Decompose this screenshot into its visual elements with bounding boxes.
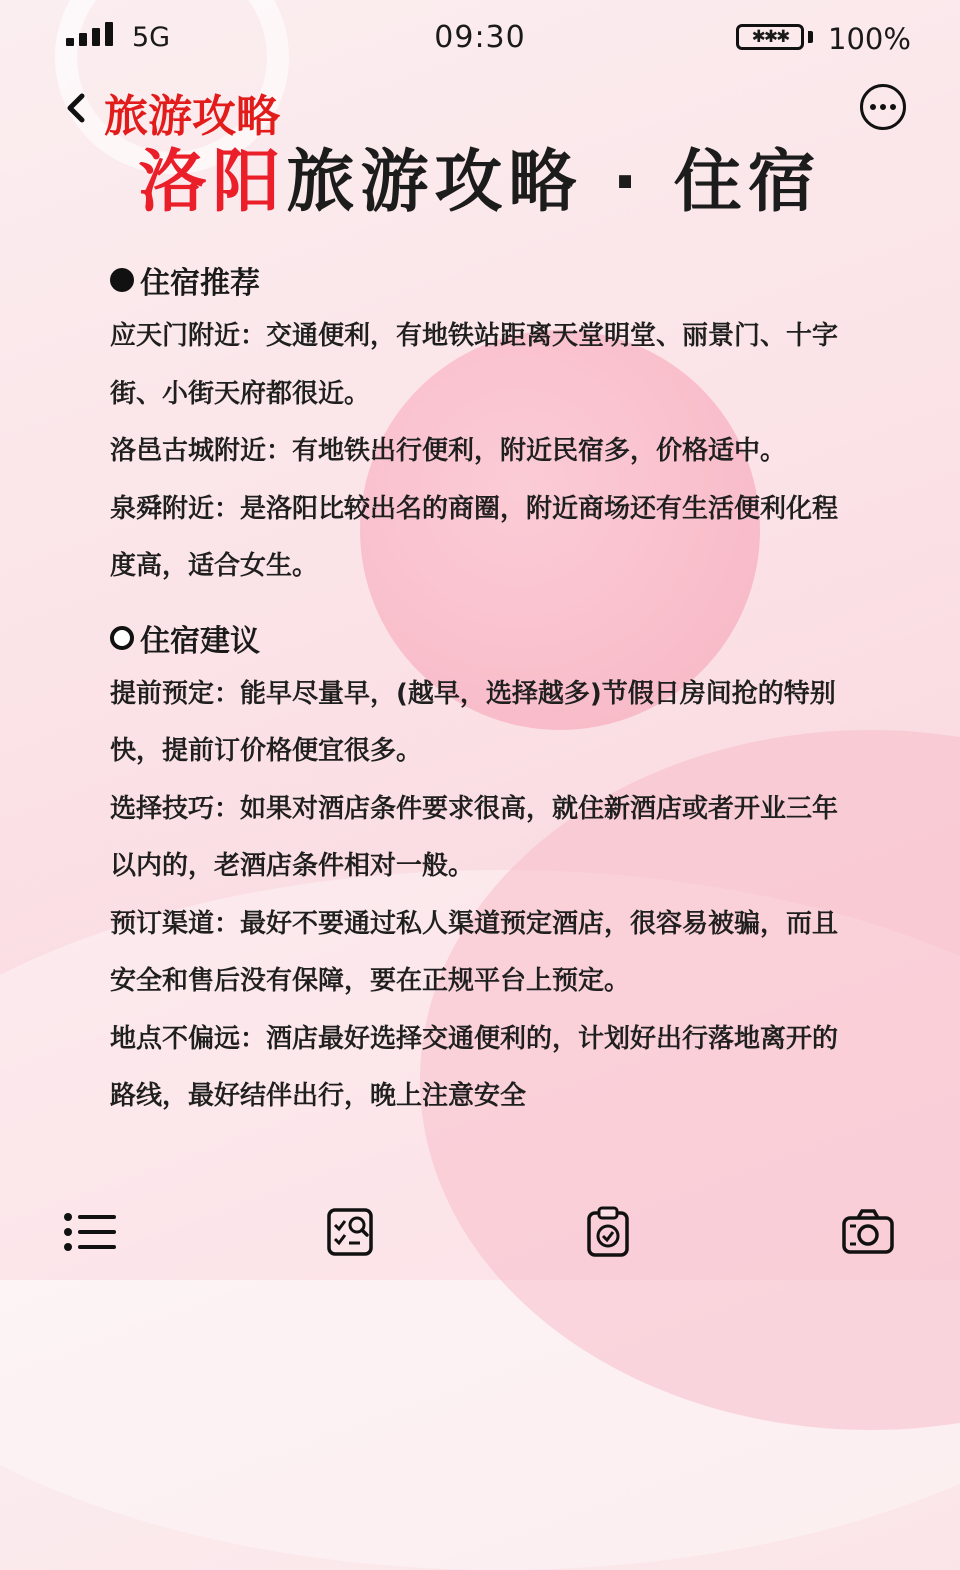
paragraph: 洛邑古城附近：有地铁出行便利，附近民宿多，价格适中。: [110, 436, 787, 466]
paragraph: 地点不偏远：酒店最好选择交通便利的，计划好出行落地离开的路线，最好结伴出行，晚上注意安全: [110, 1023, 839, 1111]
section-heading: [110, 610, 855, 666]
status-time: 09:30: [434, 20, 526, 55]
page-title: [0, 128, 960, 225]
section-heading: [110, 252, 855, 308]
clipboard-check-icon[interactable]: [580, 1203, 636, 1259]
battery-percent: 100%: [828, 22, 911, 56]
status-bar: [0, 0, 960, 78]
paragraph: 提前预定：能早尽量早，(越早，选择越多)节假日房间抢的特别快，提前订价格便宜很多。: [110, 678, 836, 766]
bullet-dot-icon: [110, 268, 134, 292]
nav-title: 旅游攻略: [104, 91, 280, 142]
title-city: 洛阳: [138, 143, 287, 222]
section-heading-text: 住宿建议: [140, 623, 260, 659]
more-dots-icon[interactable]: [860, 84, 906, 130]
paragraph: 选择技巧：如果对酒店条件要求很高，就住新酒店或者开业三年以内的，老酒店条件相对一般。: [110, 793, 839, 881]
network-type: 5G: [132, 22, 171, 53]
paragraph: 预订渠道：最好不要通过私人渠道预定酒店，很容易被骗，而且安全和售后没有保障，要在正规平台上预定。: [110, 908, 839, 996]
paragraph: 泉舜附近：是洛阳比较出名的商圈，附近商场还有生活便利化程度高，适合女生。: [110, 493, 839, 581]
bottom-toolbar: [0, 1195, 960, 1265]
list-icon[interactable]: [62, 1203, 118, 1259]
section-heading-text: 住宿推荐: [140, 266, 260, 301]
chevron-left-icon[interactable]: [58, 88, 98, 128]
title-topic: 旅游攻略 · 住宿: [286, 143, 822, 222]
battery-tip: [808, 31, 813, 43]
battery-icon: ✱✱✱: [736, 24, 804, 50]
search-document-icon[interactable]: [322, 1203, 378, 1259]
paragraph: 应天门附近：交通便利，有地铁站距离天堂明堂、丽景门、十字街、小街天府都很近。: [110, 321, 839, 409]
article-body: [110, 252, 855, 1126]
camera-icon[interactable]: [840, 1203, 896, 1259]
bullet-ring-icon: [110, 626, 134, 650]
